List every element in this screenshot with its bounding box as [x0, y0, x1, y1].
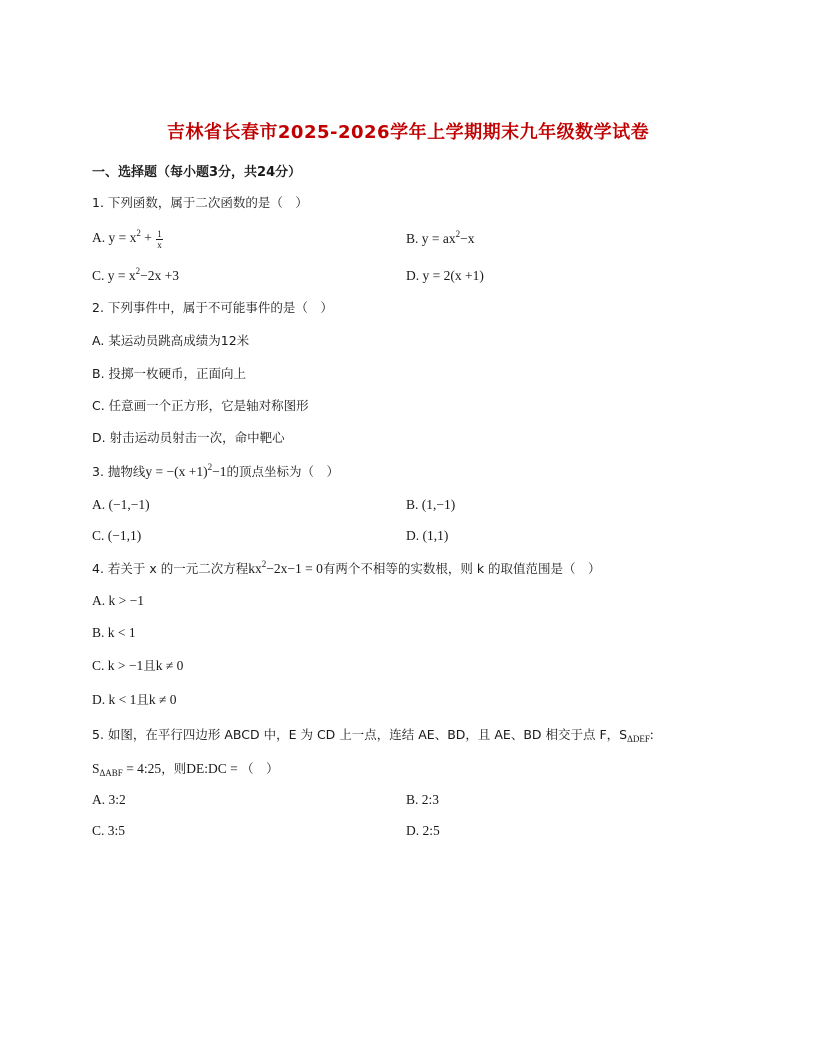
q4-c-post: k ≠ 0	[155, 658, 184, 673]
q1-b-exp: 2	[455, 229, 461, 239]
q3-stem-exp: 2	[207, 462, 213, 472]
q4-option-a: A. k > −1	[92, 593, 144, 608]
q4-option-c	[92, 656, 183, 674]
q3-stem-math: y = −(x +1)	[145, 464, 208, 479]
q3-stem-tail: −1	[212, 464, 227, 479]
q1-d-math: y = 2(x +1)	[422, 268, 484, 283]
q1-a-exp: 2	[136, 228, 141, 238]
section-heading-choice: 一、选择题（每小题3分，共24分）	[92, 165, 302, 180]
q3-stem	[92, 462, 339, 480]
q1-a-math: y = x	[108, 230, 137, 245]
q1-option-d	[406, 268, 484, 284]
q1-b-math: y = ax	[421, 231, 456, 246]
q5-option-c: C. 3:5	[92, 823, 126, 838]
q5-stem1-pre: 5. 如图，在平行四边形 ABCD 中，E 为 CD 上一点，连结 AE、BD，且 AE、BD 相交于点 F，S	[92, 727, 628, 742]
q3-option-b: B. (1,−1)	[406, 497, 456, 512]
q1-c-exp: 2	[135, 266, 141, 276]
q5-stem2-tail: DE:DC =	[186, 761, 242, 776]
q1-d-prefix: D.	[406, 268, 423, 283]
q2-option-b: B. 投掷一枚硬币，正面向上	[92, 366, 247, 381]
q1-a-denominator: x	[157, 240, 162, 250]
q4-d-mid: 且	[136, 692, 149, 707]
q4-stem-exp: 2	[261, 559, 267, 569]
q5-stem2-pre: S	[92, 761, 100, 776]
q1-b-tail: −x	[460, 231, 475, 246]
q1-c-math: y = x	[107, 268, 136, 283]
q4-stem-pre: 4. 若关于 x 的一元二次方程	[92, 561, 249, 576]
q1-c-tail: −2x +3	[140, 268, 179, 283]
q4-c-mid: 且	[143, 658, 156, 673]
q4-option-d	[92, 690, 177, 708]
q4-stem-math: kx	[248, 561, 262, 576]
q4-d-post: k ≠ 0	[148, 692, 177, 707]
q4-d-pre: D. k < 1	[92, 692, 137, 707]
q1-a-prefix: A.	[92, 230, 109, 245]
q4-stem-post: 有两个不相等的实数根，则 k 的取值范围是（ ）	[322, 561, 601, 576]
q5-stem1-sub: ΔDEF	[627, 734, 650, 744]
q4-stem	[92, 559, 601, 577]
q1-b-prefix: B.	[406, 231, 422, 246]
q3-stem-pre: 3. 抛物线	[92, 464, 146, 479]
exam-title: 吉林省长春市2025-2026学年上学期期末九年级数学试卷	[166, 122, 650, 143]
q1-option-c	[92, 268, 179, 284]
q4-stem-tail: −2x−1 = 0	[266, 561, 323, 576]
q5-option-a: A. 3:2	[92, 792, 126, 807]
q5-stem1-post: :	[649, 727, 654, 742]
q5-option-b: B. 2:3	[406, 792, 440, 807]
q1-option-a	[92, 229, 163, 250]
q2-option-a: A. 某运动员跳高成绩为12米	[92, 333, 250, 348]
q1-c-prefix: C.	[92, 268, 108, 283]
q3-option-c: C. (−1,1)	[92, 528, 142, 543]
q3-option-a: A. (−1,−1)	[92, 497, 150, 512]
q1-a-plus: +	[140, 230, 156, 245]
q3-stem-post: 的顶点坐标为（ ）	[226, 464, 340, 479]
q4-c-pre: C. k > −1	[92, 658, 144, 673]
q5-stem2-post: （ ）	[241, 761, 279, 776]
q1-stem: 1. 下列函数，属于二次函数的是（ ）	[92, 195, 308, 210]
q5-stem-line2	[92, 759, 279, 777]
q5-stem2-math: = 4:25	[122, 761, 162, 776]
q5-stem2-sub: ΔABF	[99, 768, 123, 778]
q5-option-d: D. 2:5	[406, 823, 440, 838]
q1-a-numerator: 1	[157, 229, 162, 239]
q3-option-d: D. (1,1)	[406, 528, 449, 543]
q2-option-d: D. 射击运动员射击一次，命中靶心	[92, 430, 285, 445]
q5-stem2-mid: ，则	[161, 761, 187, 776]
q4-option-b: B. k < 1	[92, 625, 136, 640]
q1-option-b	[406, 231, 475, 247]
q2-option-c: C. 任意画一个正方形，它是轴对称图形	[92, 398, 309, 413]
q1-a-fraction	[156, 229, 163, 250]
q5-stem-line1	[92, 725, 654, 743]
q2-stem: 2. 下列事件中，属于不可能事件的是（ ）	[92, 300, 333, 315]
